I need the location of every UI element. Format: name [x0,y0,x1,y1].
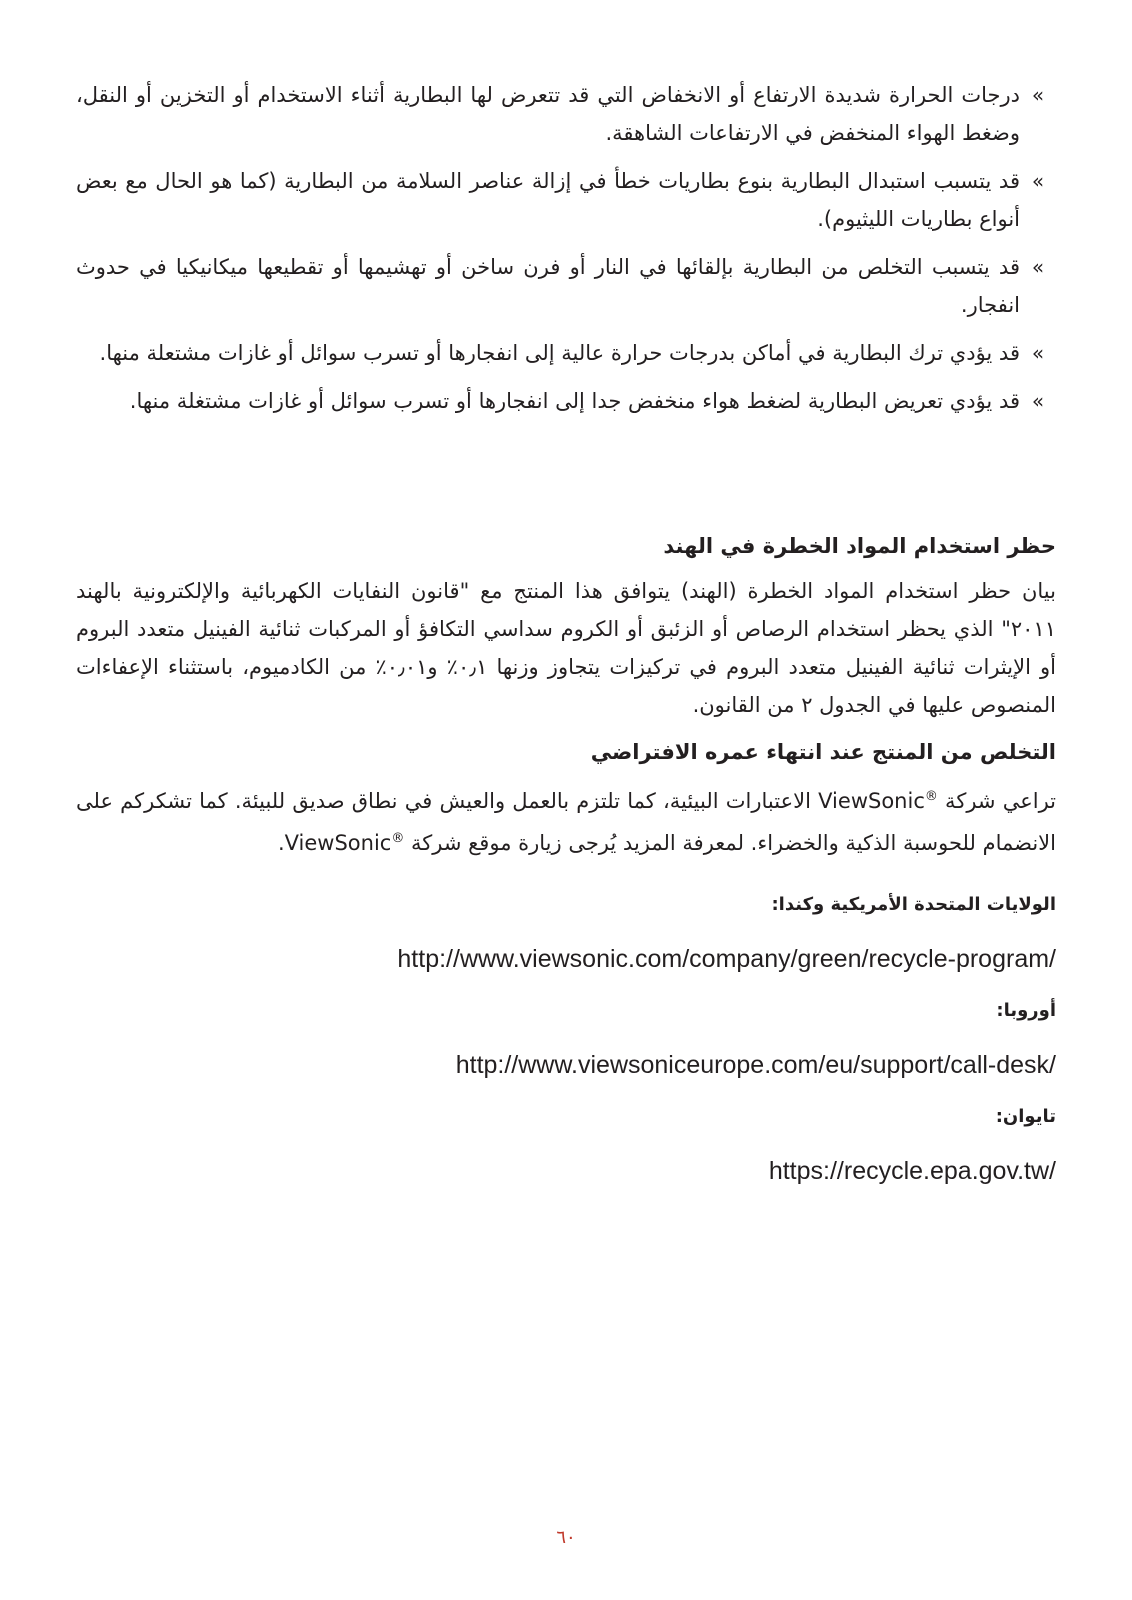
brand-name [818,789,938,813]
list-item-text: قد يتسبب استبدال البطارية بنوع بطاريات خطأ في إزالة عناصر السلامة من البطارية (كما هو الحال مع بعض أنواع بطاريات الليثيوم). [76,169,1020,231]
list-item [76,162,1056,238]
disposal-section [76,734,1056,862]
bullet-marker: » [1031,83,1045,107]
recycle-link[interactable]: http://www.viewsonic.com/company/green/recycle-program/ [397,945,1056,973]
bullet-marker: » [1031,341,1045,365]
india-rohs-section [76,528,1056,724]
list-item-text: درجات الحرارة شديدة الارتفاع أو الانخفاض التي قد تتعرض لها البطارية أثناء الاستخدام أو التخزين أو النقل، وضغط الهواء المنخفض في الارتفاعات الشاهقة. [76,83,1020,145]
page-number: ٦٠ [556,1527,576,1548]
region-europe [76,996,1056,1082]
disposal-text-part: . [277,831,285,855]
india-rohs-text: بيان حظر استخدام المواد الخطرة (الهند) يتوافق هذا المنتج مع "قانون النفايات الكهربائية والإلكترونية بالهند ٢٠١١" الذي يحظر استخدام الرصاص أو الزئبق أو الكروم سداسي التكافؤ أو المركبات ثنائية الفينيل متعدد البروم أو الإيثرات ثنائية الفينيل متعدد البروم في تركيزات يتجاوز وزنها ٠٫١٪ و٠٫٠١٪ من الكادميوم، باستثناء الإعفاءات المنصوص عليها في الجدول ٢ من القانون. [76,579,1056,717]
region-label: الولايات المتحدة الأمريكية وكندا: [771,894,1056,915]
region-label: أوروبا: [996,1000,1056,1021]
list-item [76,248,1056,324]
recycle-link[interactable]: http://www.viewsoniceurope.com/eu/support/call-desk/ [455,1051,1056,1079]
registered-mark: ® [924,789,938,804]
list-item-text: قد يؤدي تعريض البطارية لضغط هواء منخفض جدا إلى انفجارها أو تسرب سوائل أو غازات مشتغلة منها. [129,389,1020,413]
list-item [76,334,1056,372]
brand-label: ViewSonic [284,831,392,855]
recycle-link[interactable]: https://recycle.epa.gov.tw/ [768,1157,1056,1185]
list-item [76,76,1056,152]
bullet-marker: » [1031,169,1045,193]
battery-warning-list [76,76,1056,430]
registered-mark: ® [391,831,405,846]
bullet-marker: » [1031,389,1045,413]
list-item-text: قد يؤدي ترك البطارية في أماكن بدرجات حرارة عالية إلى انفجارها أو تسرب سوائل أو غازات مشتعلة منها. [99,341,1020,365]
disposal-text [76,778,1056,862]
bullet-marker: » [1031,255,1045,279]
region-taiwan [76,1102,1056,1188]
disposal-text-part: الاعتبارات البيئية، كما تلتزم بالعمل والعيش في نطاق صديق للبيئة. كما تشكركم على الانضمام للحوسبة الذكية والخضراء. لمعرفة المزيد يُرجى زيارة موقع شركة [76,789,1056,855]
list-item-text: قد يتسبب التخلص من البطارية بإلقائها في النار أو فرن ساخن أو تهشيمها أو تقطيعها ميكانيكيا في حدوث انفجار. [76,255,1020,317]
brand-label: ViewSonic [818,789,925,813]
list-item [76,382,1056,420]
region-label: تايوان: [995,1106,1056,1127]
india-rohs-heading: حظر استخدام المواد الخطرة في الهند [663,534,1056,558]
disposal-heading: التخلص من المنتج عند انتهاء عمره الافتراضي [590,740,1056,764]
disposal-text-part: تراعي شركة [937,789,1056,813]
brand-name [285,831,405,855]
region-usa-canada [76,890,1056,976]
